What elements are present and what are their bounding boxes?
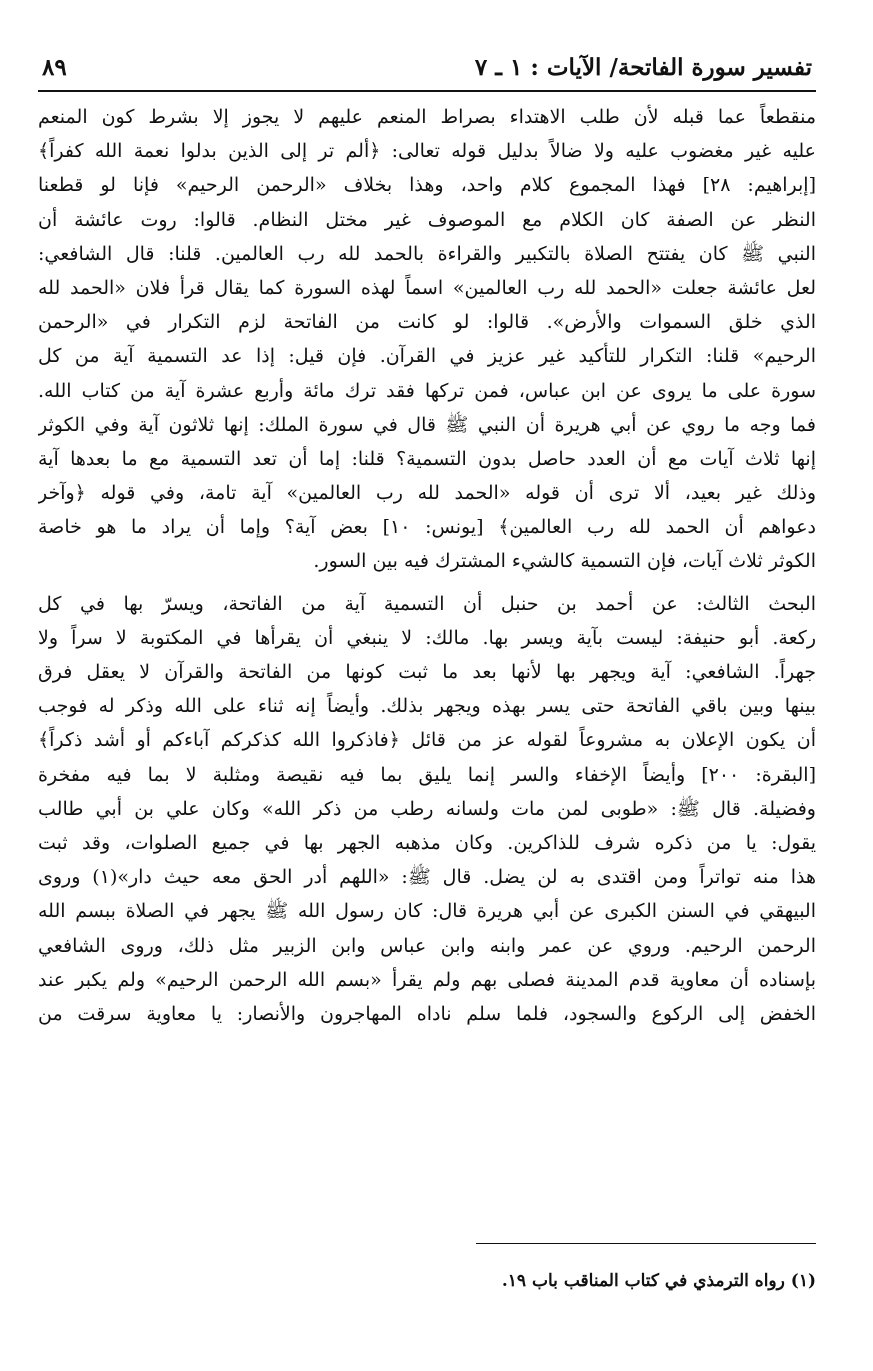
footnote-divider [476,1243,816,1244]
footnote: (١) رواه الترمذي في كتاب المناقب باب ١٩. [501,1271,816,1291]
text-line: [إبراهيم: ٢٨] فهذا المجموع كلام واحد، وهذا بخلاف «الرحمن الرحيم» فإنا لو قطعنا [38,174,816,197]
text-line: يقول: يا من ذكره شرف للذاكرين. وكان مذهبه الجهر بها في جميع الصلوات، وقد ثبت [38,831,816,854]
text-line: سورة على ما يروى عن ابن عباس، فمن تركها فقد ترك مائة وأربع عشرة آية من كتاب الله. [38,379,816,402]
paragraph-gap [38,579,816,587]
text-line: الكوثر ثلاث آيات، فإن التسمية كالشيء المشترك فيه بين السور. [313,550,816,573]
text-line: الرحمن الرحيم. وروي عن عمر وابنه وابن عباس وابن الزبير مثل ذلك، وروى الشافعي [38,934,816,957]
paragraph-1 [38,100,816,579]
text-line: بينها وبين باقي الفاتحة حتى يسر بهذه ويجهر بذلك. وأيضاً إنه ثناء على الله وذكر له فوجب [38,695,816,718]
text-line: جهراً. الشافعي: آية ويجهر بها لأنها بعد ما ثبت كونها من الفاتحة والقرآن لا يعقل فرق [38,661,816,683]
text-line: النظر عن الصفة كان الكلام مع الموصوف غير مختل النظام. قالوا: روت عائشة أن [38,208,816,231]
text-line: وذلك غير بعيد، ألا ترى أن قوله «الحمد لله رب العالمين» آية تامة، وفي قوله ﴿وآخر [38,482,816,505]
paragraph-2 [38,587,816,1031]
text-line: الخفض إلى الركوع والسجود، فلما سلم ناداه المهاجرون والأنصار: يا معاوية سرقت من [38,1002,816,1025]
text-line: وفضيلة. قال ﷺ: «طوبى لمن مات ولسانه رطب من ذكر الله» وكان علي بن أبي طالب [38,797,816,820]
text-line: [البقرة: ٢٠٠] وأيضاً الإخفاء والسر إنما يليق بما فيه نقيصة ومثلبة لا بما فيه مفخرة [38,763,816,786]
text-line: ركعة. أبو حنيفة: ليست بآية ويسر بها. مالك: لا ينبغي أن يقرأها في المكتوبة لا سراً ولا [38,626,816,649]
text-line: الرحيم» قلنا: التكرار للتأكيد غير عزيز في القرآن. فإن قيل: إذا عد التسمية آية من كل [38,345,816,368]
page-number: ٨٩ [42,54,67,81]
text-line: دعواهم أن الحمد لله رب العالمين﴾ [يونس: ١٠] بعض آية؟ وإما أن يراد ما هو خاصة [38,516,816,539]
text-line: النبي ﷺ كان يفتتح الصلاة بالتكبير والقراءة بالحمد لله رب العالمين. قلنا: قال الشافعي: [38,242,816,265]
text-line: فما وجه ما روي عن أبي هريرة أن النبي ﷺ قال في سورة الملك: إنها ثلاثون آية وفي الكوثر [38,413,816,436]
text-line: عليه غير مغضوب عليه ولا ضالاً بدليل قوله تعالى: ﴿ألم تر إلى الذين بدلوا نعمة الله كفراً﴾ [38,140,816,163]
text-line: هذا منه تواتراً ومن اقتدى به لن يضل. قال ﷺ: «اللهم أدر الحق معه حيث دار»(١) وروى [38,866,816,889]
running-title: تفسير سورة الفاتحة/ الآيات : ١ ـ ٧ [474,54,812,81]
text-line: لعل عائشة جعلت «الحمد لله رب العالمين» اسماً لهذه السورة كما يقال قرأ فلان «الحمد لله [38,276,816,299]
book-page [38,48,816,1291]
text-line: البيهقي في السنن الكبرى عن أبي هريرة قال: كان رسول الله ﷺ يجهر في الصلاة ببسم الله [38,900,816,923]
text-line: بإسناده أن معاوية قدم المدينة فصلى بهم ولم يقرأ «بسم الله الرحمن الرحيم» ولم يكبر عند [38,968,816,991]
text-line: البحث الثالث: عن أحمد بن حنبل أن التسمية آية من الفاتحة، ويسرّ بها في كل [38,592,816,615]
text-line: إنها ثلاث آيات مع أن العدد حاصل بدون التسمية؟ قلنا: إما أن تعد التسمية مع ما بعدها آية [38,447,816,470]
body-text [38,100,816,1031]
text-line: أن يكون الإعلان به مشروعاً لقوله عز من قائل ﴿فاذكروا الله كذكركم آباءكم أو أشد ذكراً﴾ [38,729,816,752]
text-line: منقطعاً عما قبله لأن طلب الاهتداء بصراط المنعم عليهم لا يجوز إلا بشرط كون المنعم [38,106,816,128]
text-line: الذي خلق السموات والأرض». قالوا: لو كانت من الفاتحة لزم التكرار في «الرحمن [38,311,816,334]
running-header [38,48,816,92]
